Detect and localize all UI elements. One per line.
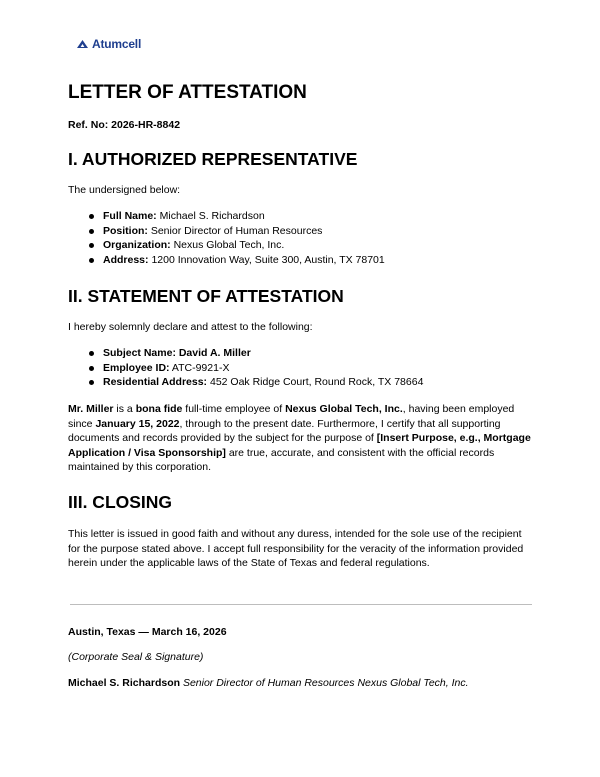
signer-name: Michael S. Richardson [68, 677, 181, 689]
document-title: LETTER OF ATTESTATION [68, 82, 307, 103]
list-item [68, 375, 532, 390]
list-item [68, 209, 532, 224]
signer-title: Senior Director of Human Resources Nexus Global Tech, Inc. [182, 677, 469, 689]
section-heading-attestation: II. STATEMENT OF ATTESTATION [68, 286, 344, 306]
item-label: Address: [103, 254, 149, 267]
place-and-date: Austin, Texas — March 16, 2026 [68, 626, 227, 638]
section2-intro: I hereby solemnly declare and attest to the following: [68, 321, 313, 333]
list-item [68, 253, 532, 268]
list-item [68, 238, 532, 253]
item-value: ATC-9921-X [171, 361, 230, 374]
employment-date: January 15, 2022 [95, 417, 180, 430]
representative-list [68, 209, 532, 268]
section1-intro: The undersigned below: [68, 184, 181, 196]
signature-line [68, 677, 532, 689]
subject-list [68, 346, 532, 390]
reference-number: Ref. No: 2026-HR-8842 [68, 119, 181, 131]
paragraph-text: , through to the present date. Furthermore, I certify that all supporting documents and records provided by the subject for the purpose of [68, 417, 501, 444]
paragraph-emphasis: bona fide [135, 403, 183, 415]
paragraph-text: full-time employee of [182, 403, 286, 415]
purpose-placeholder: [Insert Purpose, e.g., Mortgage Application / Visa Sponsorship] [68, 432, 531, 459]
item-label: Residential Address: [103, 376, 208, 389]
seal-note: (Corporate Seal & Signature) [68, 651, 204, 663]
list-item [68, 361, 532, 376]
paragraph-text: is a [113, 403, 136, 415]
item-label: Employee ID: [103, 361, 170, 374]
company-reference: Nexus Global Tech, Inc. [285, 403, 403, 415]
item-value: Michael S. Richardson [159, 210, 265, 222]
list-item [68, 346, 532, 361]
subject-reference: Mr. Miller [68, 403, 114, 415]
paragraph-text: are true, accurate, and consistent with the official records maintained by this corporation. [68, 446, 495, 473]
company-logo [76, 37, 141, 51]
item-label: Full Name: [103, 210, 157, 222]
atumcell-logo-icon [76, 39, 89, 49]
attestation-paragraph [68, 402, 532, 475]
item-label: Subject Name: David A. Miller [103, 347, 251, 359]
list-item [68, 224, 532, 239]
item-value: 452 Oak Ridge Court, Round Rock, TX 78664 [209, 376, 424, 389]
closing-paragraph: This letter is issued in good faith and without any duress, intended for the sole use of the recipient for the purpose stated above. I accept full responsibility for the veracity of the information provided herein under the applicable laws of the State of Texas and federal regulations. [68, 528, 524, 569]
item-label: Position: [103, 224, 148, 237]
item-value: 1200 Innovation Way, Suite 300, Austin, TX 78701 [151, 254, 385, 267]
divider [70, 604, 532, 605]
item-label: Organization: [103, 239, 171, 252]
section-heading-representative: I. AUTHORIZED REPRESENTATIVE [68, 149, 358, 169]
logo-text: Atumcell [92, 37, 142, 51]
section-heading-closing: III. CLOSING [68, 492, 173, 512]
item-value: Senior Director of Human Resources [150, 224, 323, 237]
paragraph-text: , having been employed since [68, 403, 515, 430]
item-value: Nexus Global Tech, Inc. [173, 239, 285, 252]
